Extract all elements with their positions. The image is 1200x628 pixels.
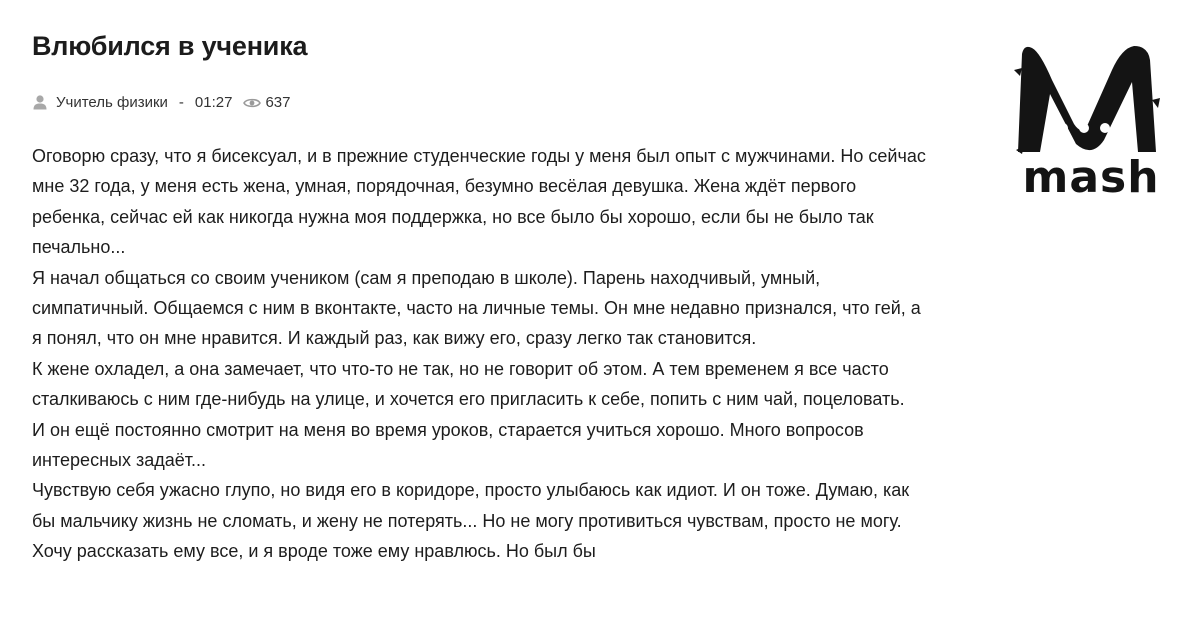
post-paragraph: Оговорю сразу, что я бисексуал, и в прежние студенческие годы у меня был опыт с мужчинами. Но сейчас мне 32 года, у меня есть жена, умная, порядочная, безумно весёлая девушка. Жена ждёт первого ребенка, сейчас ей как никогда нужна моя поддержка, но все было бы хорошо, если бы не было так печально... [32, 146, 926, 258]
post-paragraph: Я начал общаться со своим учеником (сам я преподаю в школе). Парень находчивый, умный, симпатичный. Общаемся с ним в вконтакте, часто на личные темы. Он мне недавно признался, что гей, а я понял, что он мне нравится. И каждый раз, как вижу его, сразу легко так становится. [32, 267, 921, 349]
mash-logo [1012, 40, 1162, 208]
mash-logo-mark [1012, 40, 1162, 160]
post-time: 01:27 [194, 93, 233, 111]
view-count: 637 [265, 93, 291, 111]
author-name[interactable]: Учитель физики [56, 93, 168, 111]
mash-logo-word: mash [1022, 152, 1160, 203]
post-title: Влюбился в ученика [32, 31, 308, 61]
post-meta [32, 91, 932, 113]
post-paragraph: И он ещё постоянно смотрит на меня во время уроков, старается учиться хорошо. Много вопросов интересных задаёт... [32, 419, 864, 471]
meta-separator: - [178, 93, 184, 111]
post-paragraph: К жене охладел, а она замечает, что что-то не так, но не говорит об этом. А тем временем я все часто сталкиваюсь с ним где-нибудь на улице, и хочется его пригласить к себе, попить с ним чай, поцеловать. [32, 358, 905, 410]
post [32, 24, 932, 567]
eye-icon [243, 96, 261, 108]
post-body [32, 141, 932, 567]
post-paragraph: Чувствую себя ужасно глупо, но видя его в коридоре, просто улыбаюсь как идиот. И он тоже. Думаю, как бы мальчику жизнь не сломать, и жену не потерять... Но не могу противиться чувствам, просто не могу. Хочу рассказать ему все, и я вроде тоже ему нравлюсь. Но был бы [32, 480, 910, 562]
user-icon [32, 94, 48, 110]
